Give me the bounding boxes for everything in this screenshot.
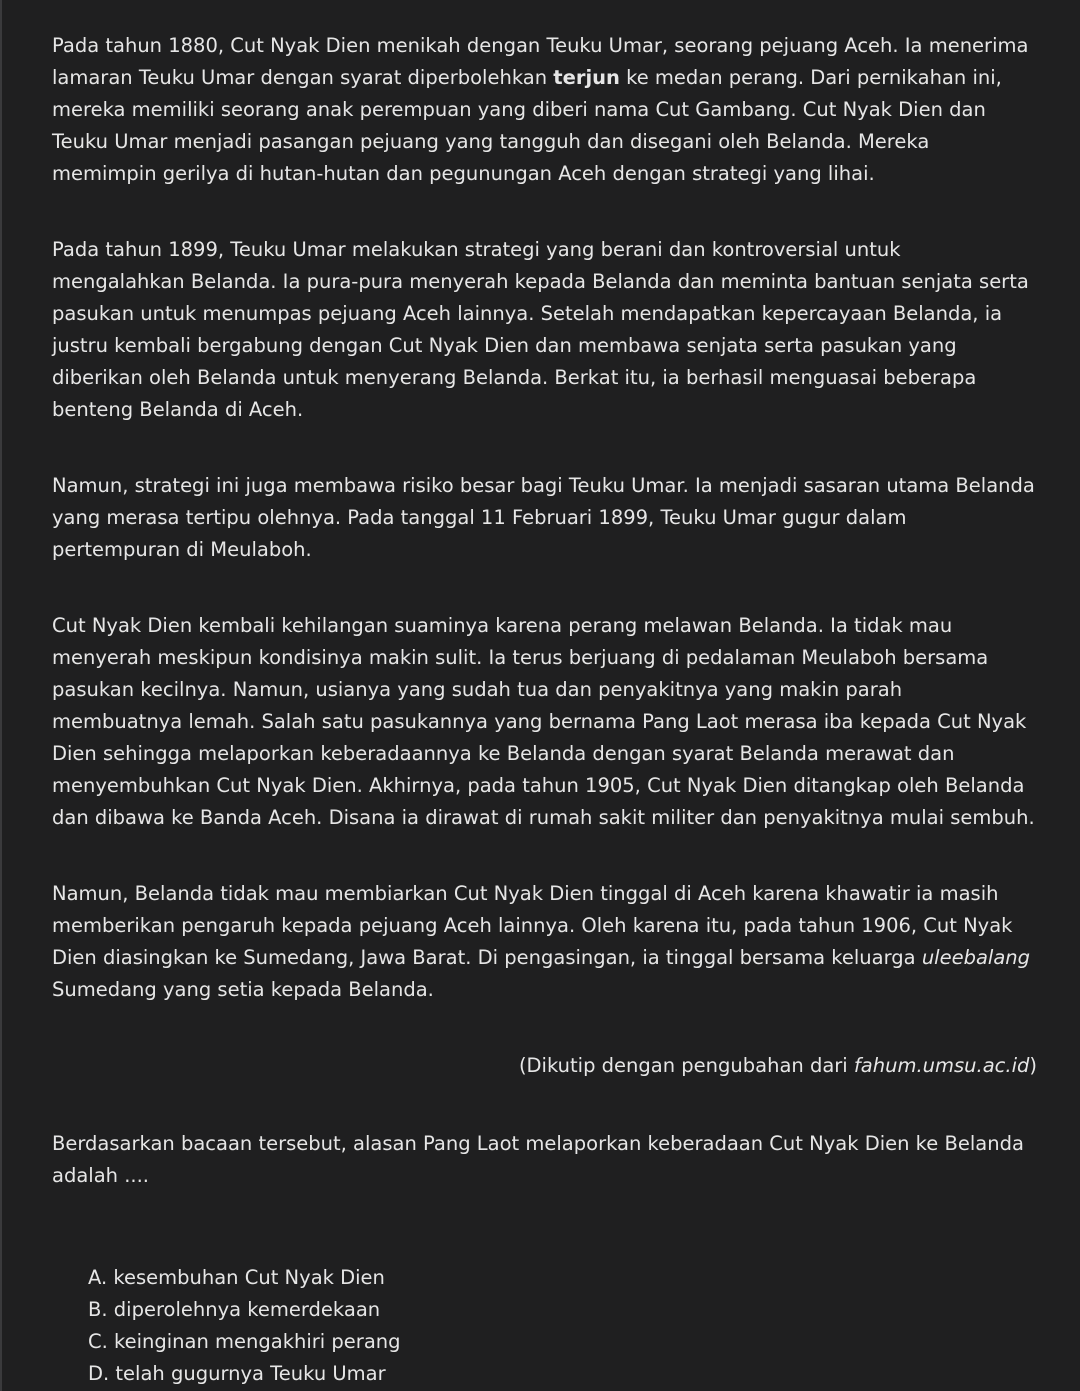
paragraph-2: Pada tahun 1899, Teuku Umar melakukan strategi yang berani dan kontroversial untuk mengalahkan Belanda. Ia pura-pura menyerah kepada Belanda dan meminta bantuan senjata serta pasukan untuk menumpas pejuang Aceh lainnya. Setelah mendapatkan kepercayaan Belanda, ia justru kembali bergabung dengan Cut Nyak Dien dan membawa senjata serta pasukan yang diberikan oleh Belanda untuk menyerang Belanda. Berkat itu, ia berhasil menguasai beberapa benteng Belanda di Aceh.: [52, 238, 1029, 421]
reading-passage: [52, 30, 1037, 1390]
paragraph-4: Cut Nyak Dien kembali kehilangan suaminya karena perang melawan Belanda. Ia tidak mau menyerah meskipun kondisinya makin sulit. Ia terus berjuang di pedalaman Meulaboh bersama pasukan kecilnya. Namun, usianya yang sudah tua dan penyakitnya yang makin parah membuatnya lemah. Salah satu pasukannya yang bernama Pang Laot merasa iba kepada Cut Nyak Dien sehingga melaporkan keberadaannya ke Belanda dengan syarat Belanda merawat dan menyembuhkan Cut Nyak Dien. Akhirnya, pada tahun 1905, Cut Nyak Dien ditangkap oleh Belanda dan dibawa ke Banda Aceh. Disana ia dirawat di rumah sakit militer dan penyakitnya mulai sembuh.: [52, 614, 1035, 829]
answer-options: [52, 1262, 1037, 1390]
source-prefix: (Dikutip dengan pengubahan dari: [518, 1054, 854, 1077]
source-suffix: ): [1029, 1054, 1037, 1077]
left-border: [0, 0, 2, 1391]
source-site: fahum.umsu.ac.id: [853, 1054, 1030, 1077]
paragraph-5: [52, 878, 1037, 1006]
option-a[interactable]: A. kesembuhan Cut Nyak Dien: [88, 1266, 385, 1289]
paragraph-3: Namun, strategi ini juga membawa risiko besar bagi Teuku Umar. Ia menjadi sasaran utama Belanda yang merasa tertipu olehnya. Pada tanggal 11 Februari 1899, Teuku Umar gugur dalam pertempuran di Meulaboh.: [52, 474, 1035, 561]
paragraph-5-text-a: Namun, Belanda tidak mau membiarkan Cut Nyak Dien tinggal di Aceh karena khawatir ia masih memberikan pengaruh kepada pejuang Aceh lainnya. Oleh karena itu, pada tahun 1906, Cut Nyak Dien diasingkan ke Sumedang, Jawa Barat. Di pengasingan, ia tinggal bersama keluarga: [52, 882, 1013, 969]
option-c[interactable]: C. keinginan mengakhiri perang: [88, 1330, 401, 1353]
bold-word-terjun: terjun: [553, 66, 620, 89]
option-b[interactable]: B. diperolehnya kemerdekaan: [88, 1298, 381, 1321]
paragraph-5-text-b: Sumedang yang setia kepada Belanda.: [52, 978, 434, 1001]
italic-word-uleebalang: uleebalang: [921, 946, 1031, 969]
source-citation: [52, 1050, 1037, 1082]
paragraph-1-text-b: ke medan perang. Dari pernikahan ini, mereka memiliki seorang anak perempuan yang diberi nama Cut Gambang. Cut Nyak Dien dan Teuku Umar menjadi pasangan pejuang yang tangguh dan disegani oleh Belanda. Mereka memimpin gerilya di hutan-hutan dan pegunungan Aceh dengan strategi yang lihai.: [52, 66, 1002, 185]
paragraph-1-text-a: Pada tahun 1880, Cut Nyak Dien menikah dengan Teuku Umar, seorang pejuang Aceh. Ia menerima lamaran Teuku Umar dengan syarat diperbolehkan: [52, 34, 1029, 89]
paragraph-1: [52, 30, 1037, 190]
option-d[interactable]: D. telah gugurnya Teuku Umar: [88, 1362, 386, 1385]
question-text: Berdasarkan bacaan tersebut, alasan Pang Laot melaporkan keberadaan Cut Nyak Dien ke Belanda adalah ....: [52, 1132, 1024, 1187]
